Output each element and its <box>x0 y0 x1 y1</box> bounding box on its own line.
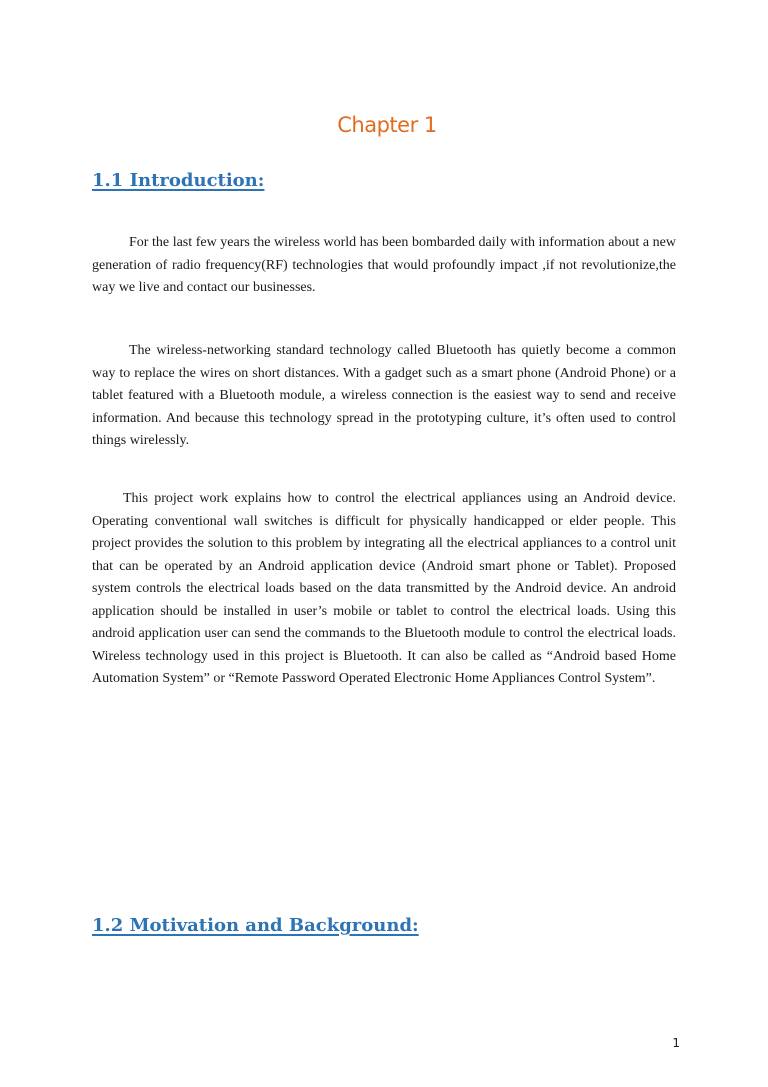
section-heading-introduction: 1.1 Introduction: <box>92 170 265 191</box>
chapter-title: Chapter 1 <box>337 113 437 137</box>
section-heading-motivation: 1.2 Motivation and Background: <box>92 915 419 936</box>
introduction-paragraph-3: This project work explains how to control the electrical appliances using an Android device. Operating conventional wall switches is difficult for physically handicapped or elder people. This project provides the solution to this problem by integrating all the electrical appliances to a control unit that can be operated by an Android application device (Android smart phone or Tablet). Proposed system controls the electrical loads based on the data transmitted by the Android device. An android application should be installed in user’s mobile or tablet to control the electrical loads. Using this android application user can send the commands to the Bluetooth module to control the electrical loads. Wireless technology used in this project is Bluetooth. It can also be called as “Android based Home Automation System” or “Remote Password Operated Electronic Home Appliances Control System”. <box>92 491 676 686</box>
introduction-paragraph-2: The wireless-networking standard technology called Bluetooth has quietly become a common way to replace the wires on short distances. With a gadget such as a smart phone (Android Phone) or a tablet featured with a Bluetooth module, a wireless connection is the easiest way to send and receive information. And because this technology spread in the prototyping culture, it’s often used to control things wirelessly. <box>92 343 676 448</box>
introduction-paragraph-1: For the last few years the wireless world has been bombarded daily with information about a new generation of radio frequency(RF) technologies that would profoundly impact ,if not revolutionize,the way we live and contact our businesses. <box>92 235 676 295</box>
page-number: 1 <box>672 1036 680 1050</box>
